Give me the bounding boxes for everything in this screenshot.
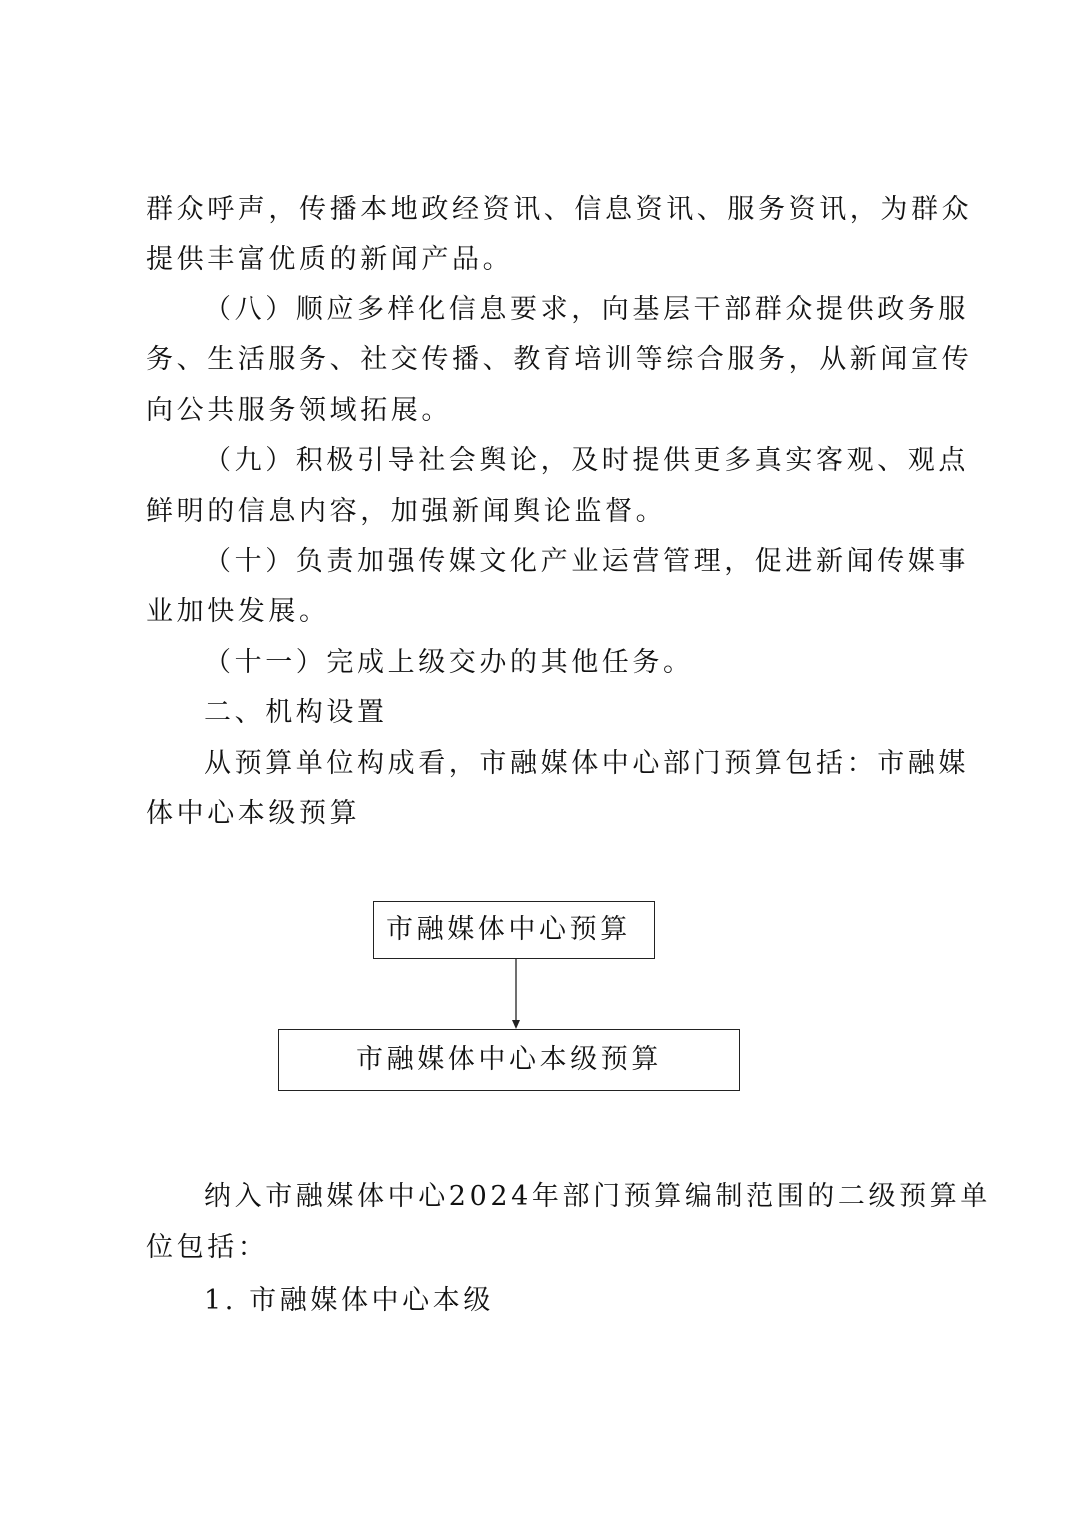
paragraph-budget-composition-line-2: 体中心本级预算 <box>146 798 361 829</box>
paragraph-scope-line-1: 纳入市融媒体中心2024年部门预算编制范围的二级预算单 <box>204 1181 991 1212</box>
paragraph-duties-cont-line-2: 提供丰富优质的新闻产品。 <box>146 244 514 275</box>
paragraph-scope-line-2: 位包括： <box>146 1232 269 1263</box>
paragraph-item-9-line-2: 鲜明的信息内容，加强新闻舆论监督。 <box>146 496 667 527</box>
list-item-1: 1. 市融媒体中心本级 <box>204 1285 494 1316</box>
paragraph-duties-cont-line-1: 群众呼声，传播本地政经资讯、信息资讯、服务资讯，为群众 <box>146 194 973 225</box>
paragraph-item-9-line-1: （九）积极引导社会舆论，及时提供更多真实客观、观点 <box>204 445 969 476</box>
section-heading-organization: 二、机构设置 <box>204 697 388 728</box>
paragraph-item-11: （十一）完成上级交办的其他任务。 <box>204 647 694 678</box>
diagram-box-center-own-budget: 市融媒体中心本级预算 <box>278 1029 740 1091</box>
paragraph-item-10-line-2: 业加快发展。 <box>146 596 330 627</box>
paragraph-item-8-line-3: 向公共服务领域拓展。 <box>146 395 452 426</box>
diagram-box-center-budget: 市融媒体中心预算 <box>373 901 655 959</box>
paragraph-item-8-line-1: （八）顺应多样化信息要求，向基层干部群众提供政务服 <box>204 294 969 325</box>
paragraph-item-10-line-1: （十）负责加强传媒文化产业运营管理，促进新闻传媒事 <box>204 546 969 577</box>
paragraph-item-8-line-2: 务、生活服务、社交传播、教育培训等综合服务，从新闻宣传 <box>146 344 973 375</box>
paragraph-budget-composition-line-1: 从预算单位构成看，市融媒体中心部门预算包括：市融媒 <box>204 748 969 779</box>
